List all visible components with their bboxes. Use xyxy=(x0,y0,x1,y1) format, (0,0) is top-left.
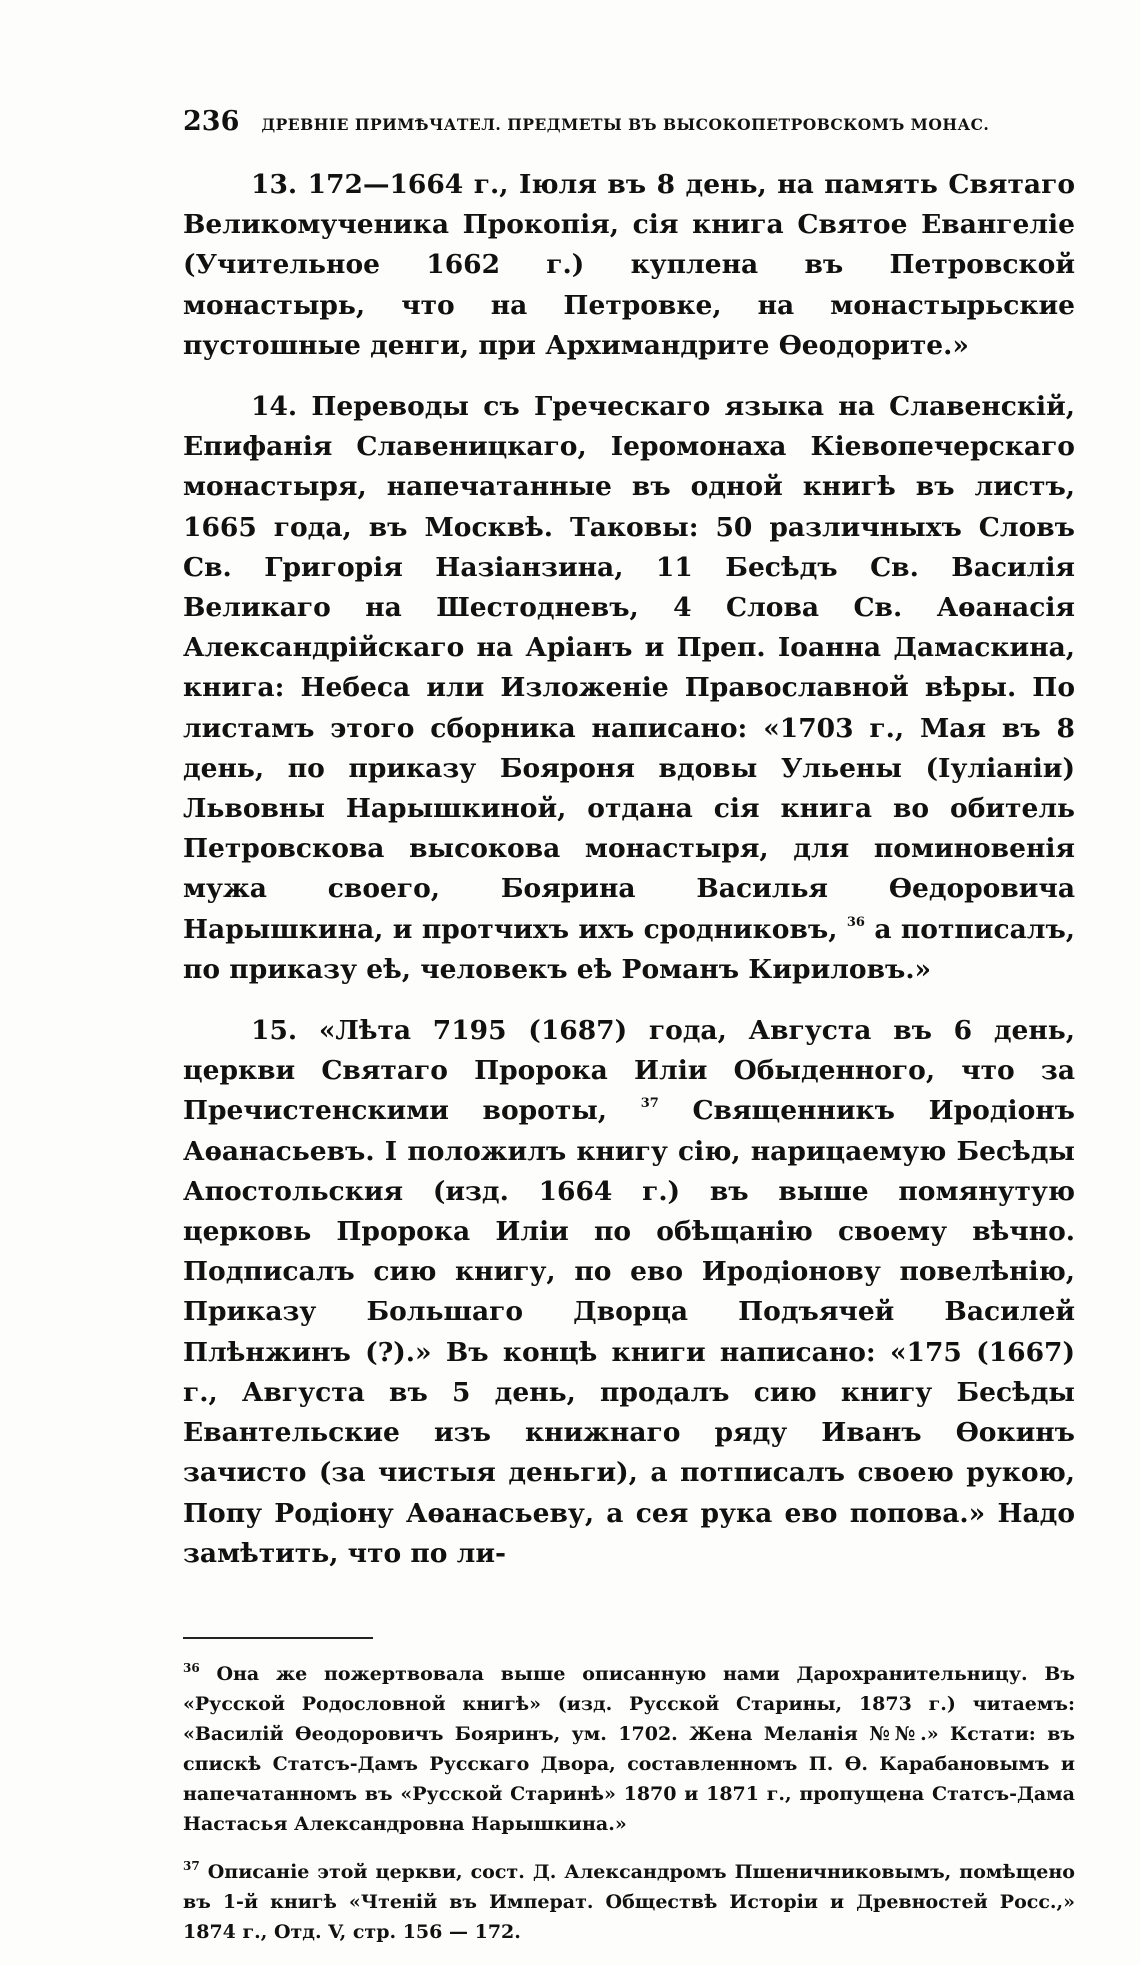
running-head: ДРЕВНІЕ ПРИМѢЧАТЕЛ. ПРЕДМЕТЫ ВЪ ВЫСОКОПЕТРОВСКОМЪ МОНАС. xyxy=(261,115,990,134)
paragraph-14 xyxy=(183,387,1075,990)
footnote-reference: 36 xyxy=(846,914,865,930)
footnote-mark: 37 xyxy=(183,1858,200,1873)
paragraph-text: Священникъ Иродіонъ Аѳанасьевъ. І положилъ книгу сію, нарицаемую Бесѣды Апостольския (изд. 1664 г.) въ выше помянутую церковь Пророка Иліи по обѣщанію своему вѣчно. Подписалъ сию книгу, по ево Иродіонову повелѣнію, Приказу Большаго Дворца Подъячей Василей Плѣнжинъ (?).» Въ концѣ книги написано: «175 (1667) г., Августа въ 5 день, продалъ сию книгу Бесѣды Евантельские изъ книжнаго ряду Иванъ Ѳокинъ зачисто (за чистыя деньги), а потписалъ своею рукою, Попу Родіону Аѳанасьеву, а сея рука ево попова.» Надо замѣтить, что по ли- xyxy=(183,1095,1075,1569)
paragraph-15 xyxy=(183,1011,1075,1574)
footnote-text: Она же пожертвовала выше описанную нами Дарохранительницу. Въ «Русской Родословной книгѣ» (изд. Русской Старины, 1873 г.) читаемъ: «Василій Ѳеодоровичъ Бояринъ, ум. 1702. Жена Меланія №№.» Кстати: въ спискѣ Статсъ-Дамъ Русскаго Двора, составленномъ П. Ѳ. Карабановымъ и напечатанномъ въ «Русской Старинѣ» 1870 и 1871 г., пропущена Статсъ-Дама Настасья Александровна Нарышкина.» xyxy=(183,1662,1075,1835)
footnote-divider xyxy=(183,1637,373,1639)
page-header xyxy=(183,106,1075,137)
footnote-36 xyxy=(183,1659,1075,1839)
paragraph-text: 15. «Лѣта 7195 (1687) года, Августа въ 6 день, церкви Святаго Пророка Иліи Обыденного, что за Пречистенскими вороты, xyxy=(183,1015,1075,1127)
paragraph-13 xyxy=(183,165,1075,366)
paragraph-text: 14. Переводы съ Греческаго языка на Славенскій, Епифанія Славеницкаго, Іеромонаха Кіевопечерскаго монастыря, напечатанные въ одной книгѣ въ листъ, 1665 года, въ Москвѣ. Таковы: 50 различныхъ Словъ Св. Григорія Назіанзина, 11 Бесѣдъ Св. Василія Великаго на Шестодневъ, 4 Слова Св. Аѳанасія Александрійскаго на Аріанъ и Преп. Іоанна Дамаскина, книга: Небеса или Изложеніе Православной вѣры. По листамъ этого сборника написано: «1703 г., Мая въ 8 день, по приказу Бояроня вдовы Ульены (Іуліаніи) Львовны Нарышкиной, отдана сія книга во обитель Петровскова высокова монастыря, для поминовенія мужа своего, Боярина Василья Ѳедоровича Нарышкина, и протчихъ ихъ сродниковъ, xyxy=(183,391,1075,945)
paragraph-text: а потписалъ, по приказу еѣ, человекъ еѣ Романъ Кириловъ.» xyxy=(183,913,1075,985)
footnote-mark: 36 xyxy=(183,1660,200,1675)
footnote-37 xyxy=(183,1857,1075,1947)
footnote-text: Описаніе этой церкви, сост. Д. Александромъ Пшеничниковымъ, помѣщено въ 1-й книгѣ «Чтеній въ Императ. Обществѣ Исторіи и Древностей Росс.,» 1874 г., Отд. V, стр. 156 — 172. xyxy=(183,1860,1075,1943)
page-number: 236 xyxy=(183,106,240,137)
book-page xyxy=(183,106,1075,1965)
footnote-reference: 37 xyxy=(640,1096,659,1112)
paragraph-text: 13. 172—1664 г., Іюля въ 8 день, на память Святаго Великомученика Прокопія, сія книга Святое Евангеліе (Учительное 1662 г.) куплена въ Петровской монастырь, что на Петровке, на монастырьские пустошные денги, при Архимандрите Ѳеодорите.» xyxy=(183,169,1075,361)
